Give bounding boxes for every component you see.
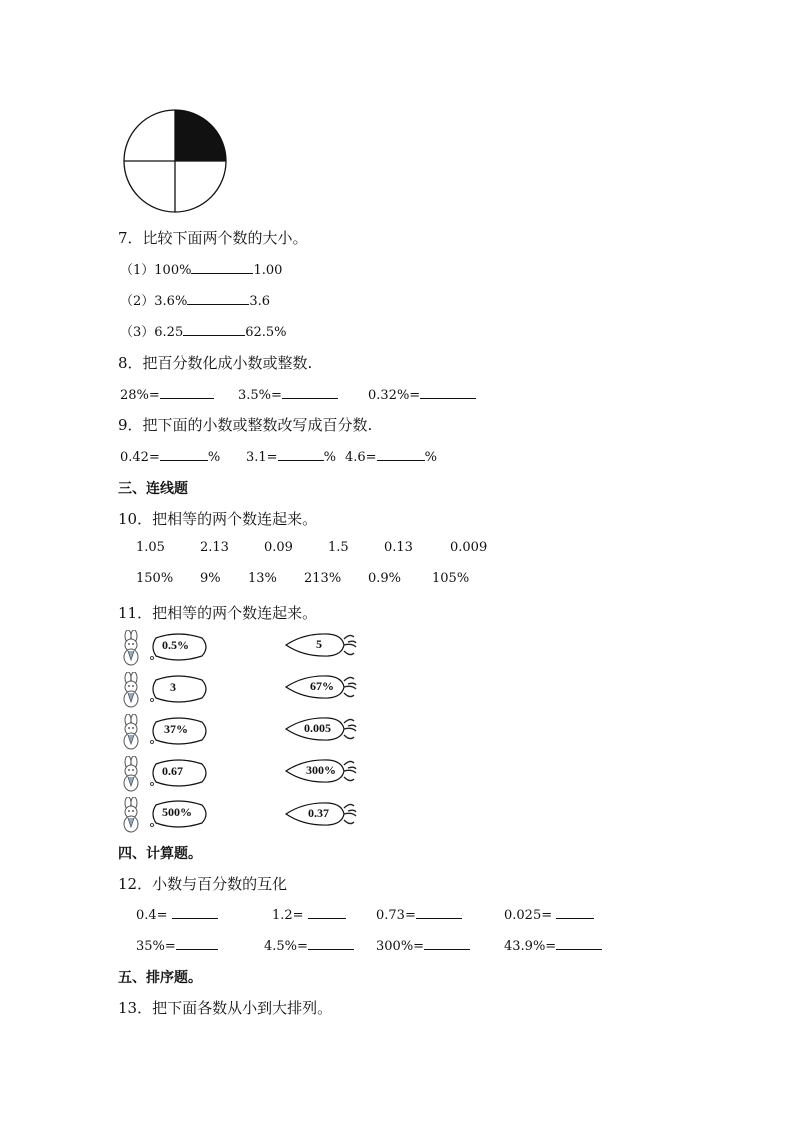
percent-sign: % xyxy=(424,450,437,465)
answer-blank[interactable] xyxy=(176,935,218,950)
q12-expr: 300%= xyxy=(376,939,425,954)
q10-bottom-1[interactable]: 9% xyxy=(200,571,221,586)
percent-sign: % xyxy=(323,450,336,465)
bunny-icon xyxy=(118,756,146,792)
answer-blank[interactable] xyxy=(282,384,338,399)
answer-blank[interactable] xyxy=(420,384,476,399)
q12-row1-item-4 xyxy=(504,904,594,923)
bubble-value: 37% xyxy=(164,722,188,736)
q9-title: 9．把下面的小数或整数改写成百分数. xyxy=(118,416,373,434)
q10-bottom-3[interactable]: 213% xyxy=(304,571,342,586)
q12-row2-item-4 xyxy=(504,935,602,954)
carrot-value: 0.37 xyxy=(308,806,329,820)
q8-item-2 xyxy=(238,384,338,403)
q12-expr: 0.73= xyxy=(376,908,416,923)
answer-blank[interactable] xyxy=(278,446,324,461)
quarter-circle-figure xyxy=(120,108,230,214)
q13-title: 13．把下面各数从小到大排列。 xyxy=(118,999,333,1017)
q7-item-1-left: （1）100% xyxy=(120,263,192,278)
carrot-item-3[interactable] xyxy=(284,714,360,744)
q7-item-3-right: 62.5% xyxy=(245,325,287,340)
answer-blank[interactable] xyxy=(556,904,594,919)
answer-blank[interactable] xyxy=(160,384,214,399)
q10-title: 10．把相等的两个数连起来。 xyxy=(118,510,318,528)
q10-bottom-2[interactable]: 13% xyxy=(248,571,277,586)
bunny-item-2[interactable] xyxy=(118,672,208,710)
bunny-item-1[interactable] xyxy=(118,630,208,668)
carrot-item-1[interactable] xyxy=(284,630,360,660)
q10-top-5[interactable]: 0.009 xyxy=(450,540,488,555)
thought-bubble xyxy=(148,674,210,704)
bunny-item-4[interactable] xyxy=(118,756,208,794)
bubble-value: 3 xyxy=(170,680,176,694)
q9-item-1 xyxy=(120,446,220,465)
answer-blank[interactable] xyxy=(172,904,218,919)
q12-expr: 1.2= xyxy=(272,908,304,923)
q12-row2-item-1 xyxy=(136,935,218,954)
carrot-value: 300% xyxy=(306,763,336,777)
q8-item-1 xyxy=(120,384,214,403)
answer-blank[interactable] xyxy=(160,446,208,461)
q10-bottom-5[interactable]: 105% xyxy=(432,571,470,586)
q7-item-3-left: （3）6.25 xyxy=(120,325,184,340)
answer-blank[interactable] xyxy=(187,290,249,305)
q12-row2-item-3 xyxy=(376,935,470,954)
q10-top-1[interactable]: 2.13 xyxy=(200,540,229,555)
section-4-heading: 四、计算题。 xyxy=(118,846,202,862)
answer-blank[interactable] xyxy=(416,904,462,919)
q11-title: 11．把相等的两个数连起来。 xyxy=(118,604,318,622)
carrot-icon xyxy=(284,630,360,660)
q9-item-3-label: 4.6= xyxy=(345,450,377,465)
section-5-heading: 五、排序题。 xyxy=(118,970,202,986)
carrot-value: 5 xyxy=(316,637,322,651)
bunny-icon xyxy=(118,630,146,666)
q7-item-2 xyxy=(120,290,270,309)
q12-row1-item-1 xyxy=(136,904,218,923)
carrot-value: 67% xyxy=(310,679,334,693)
q7-item-2-right: 3.6 xyxy=(249,294,270,309)
q12-expr: 43.9%= xyxy=(504,939,557,954)
q10-top-4[interactable]: 0.13 xyxy=(384,540,413,555)
carrot-item-2[interactable] xyxy=(284,672,360,702)
q12-expr: 0.4= xyxy=(136,908,168,923)
q12-row1-item-2 xyxy=(272,904,346,923)
q10-top-0[interactable]: 1.05 xyxy=(136,540,165,555)
q8-item-1-label: 28%= xyxy=(120,388,160,403)
bubble-value: 0.67 xyxy=(162,764,183,778)
bunny-item-5[interactable] xyxy=(118,797,208,835)
q10-bottom-0[interactable]: 150% xyxy=(136,571,174,586)
q12-expr: 4.5%= xyxy=(264,939,308,954)
q12-row2-item-2 xyxy=(264,935,354,954)
q12-expr: 0.025= xyxy=(504,908,553,923)
q10-top-2[interactable]: 0.09 xyxy=(264,540,293,555)
q8-item-3-label: 0.32%= xyxy=(368,388,421,403)
q7-title: 7．比较下面两个数的大小。 xyxy=(118,229,308,247)
bubble-value: 500% xyxy=(162,805,192,819)
carrot-item-5[interactable] xyxy=(284,799,360,829)
q7-item-1-right: 1.00 xyxy=(253,263,283,278)
q10-top-3[interactable]: 1.5 xyxy=(328,540,349,555)
percent-sign: % xyxy=(207,450,221,465)
carrot-item-4[interactable] xyxy=(284,756,360,786)
answer-blank[interactable] xyxy=(183,321,245,336)
answer-blank[interactable] xyxy=(377,446,425,461)
answer-blank[interactable] xyxy=(308,904,346,919)
shaded-quarter xyxy=(175,110,226,161)
bunny-icon xyxy=(118,714,146,750)
q9-item-3 xyxy=(345,446,437,465)
q9-item-1-label: 0.42= xyxy=(120,450,160,465)
q8-title: 8．把百分数化成小数或整数. xyxy=(118,354,313,372)
q12-row1-item-3 xyxy=(376,904,462,923)
answer-blank[interactable] xyxy=(424,935,470,950)
q7-item-1 xyxy=(120,259,282,278)
q9-item-2-label: 3.1= xyxy=(246,450,278,465)
q7-item-2-left: （2）3.6% xyxy=(120,294,188,309)
bunny-icon xyxy=(118,797,146,833)
answer-blank[interactable] xyxy=(556,935,602,950)
bubble-value: 0.5% xyxy=(162,638,189,652)
bunny-icon xyxy=(118,672,146,708)
section-3-heading: 三、连线题 xyxy=(118,481,188,497)
q9-item-2 xyxy=(246,446,336,465)
carrot-value: 0.005 xyxy=(304,721,331,735)
q12-expr: 35%= xyxy=(136,939,176,954)
q8-item-3 xyxy=(368,384,476,403)
q10-bottom-4[interactable]: 0.9% xyxy=(368,571,402,586)
answer-blank[interactable] xyxy=(308,935,354,950)
answer-blank[interactable] xyxy=(191,259,253,274)
q7-item-3 xyxy=(120,321,287,340)
q8-item-2-label: 3.5%= xyxy=(238,388,282,403)
bunny-item-3[interactable] xyxy=(118,714,208,752)
q12-title: 12．小数与百分数的互化 xyxy=(118,875,288,893)
